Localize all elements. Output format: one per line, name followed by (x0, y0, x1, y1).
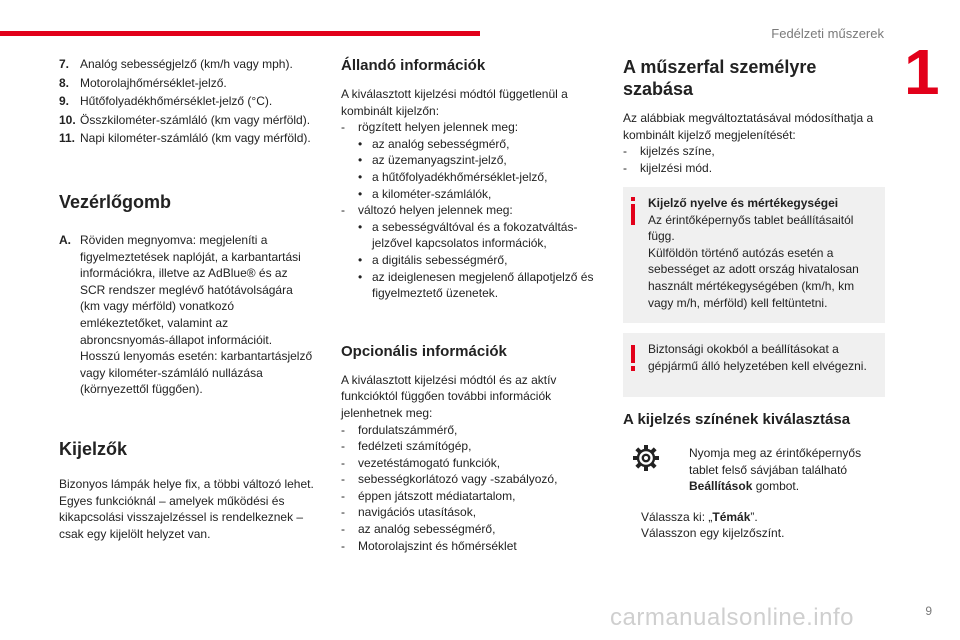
header-accent-bar (0, 31, 480, 36)
numbered-list (59, 56, 314, 147)
column-middle (341, 56, 596, 554)
info-title: Kijelző nyelve és mértékegységei (648, 196, 839, 210)
section-title: Fedélzeti műszerek (771, 26, 884, 41)
list-item: 7. Analóg sebességjelző (km/h vagy mph). (59, 57, 293, 71)
list-item: • az ideiglenesen megjelenő állapotjelző és figyelmeztető üzenetek. (358, 269, 594, 301)
list-item: 8. Motorolajhőmérséklet-jelző. (59, 75, 227, 90)
step-marker (673, 445, 689, 495)
list-item: - Motorolajszint és hőmérséklet (341, 538, 517, 553)
heading-szin: A kijelzés színének kiválasztása (623, 411, 851, 428)
warning-text: Biztonsági okokból a beállításokat a gépjármű álló helyzetében kell elvégezni. (648, 342, 867, 373)
list-item: - éppen játszott médiatartalom, (341, 488, 516, 503)
list-item: 10. Összkilométer-számláló (km vagy mérföld). (59, 112, 311, 127)
control-button-description: A. Röviden megnyomva: megjeleníti a figyelmeztetések naplóját, a karbantartási információkra, illetve az AdBlue® és az SCR rendszer meglévő hatótávolságára (km vagy mérföld) vonatkozó emlékeztetőket, valamint az abroncsnyomás-állapot információit. Hosszú lenyomás esetén: karbantartásjelző vagy kilométer-számláló nullázása (környezettől függően). (59, 232, 313, 397)
column-left (59, 56, 314, 542)
paragraph-muszerfal: Az alábbiak megváltoztatásával módosíthatja a kombinált kijelző megjelenítését: (623, 111, 874, 142)
list-item: • az üzemanyagszint-jelző, (358, 153, 507, 168)
warning-box (623, 333, 885, 397)
column-right (623, 56, 885, 176)
step-marker (623, 509, 641, 526)
list-item: • a sebességváltóval és a fokozatváltás-jelzővel kapcsolatos információk, (358, 219, 578, 251)
heading-opcionalis: Opcionális információk (341, 342, 507, 360)
heading-muszerfal: A műszerfal személyre szabása (623, 57, 817, 99)
step-item: Válassza ki: „Témák”. (623, 509, 885, 526)
list-item: - változó helyen jelennek meg: (341, 203, 513, 218)
paragraph-allando: A kiválasztott kijelzési módtól függetlenül a kombinált kijelzőn: (341, 87, 568, 118)
list-item: - navigációs utasítások, (341, 505, 477, 520)
list-item: - kijelzés színe, (623, 144, 715, 159)
list-item: - az analóg sebességmérő, (341, 522, 496, 537)
list-item: - kijelzési mód. (623, 160, 713, 175)
list-item: 11. Napi kilométer-számláló (km vagy mérföld). (59, 131, 311, 146)
color-section (623, 410, 885, 542)
list-item: - fordulatszámmérő, (341, 422, 458, 437)
chapter-number: 1 (904, 36, 940, 108)
warning-icon (629, 345, 637, 371)
page-number: 9 (925, 604, 932, 618)
step-marker (623, 525, 641, 542)
list-item: • a kilométer-számlálók, (358, 186, 492, 201)
list-item: - rögzített helyen jelennek meg: (341, 120, 519, 135)
heading-kijelzok: Kijelzők (59, 438, 128, 459)
list-item: 9. Hűtőfolyadékhőmérséklet-jelző (°C). (59, 94, 273, 109)
list-item: - fedélzeti számítógép, (341, 439, 472, 454)
step-item: Nyomja meg az érintőképernyős tablet felső sávjában található Beállítások gombot. (623, 445, 885, 495)
paragraph-opcionalis: A kiválasztott kijelzési módtól és az aktív funkcióktól függően további információk jelenhetnek meg: (341, 372, 557, 420)
info-icon (629, 197, 637, 225)
paragraph-kijelzok: Bizonyos lámpák helye fix, a többi változó lehet. Egyes funkcióknál – amelyek működési és kikapcsolási visszajelzéssel is rendelkeznek – csak egy kijelölt helyzet van. (59, 476, 314, 541)
settings-gear-icon (631, 443, 661, 473)
info-box (623, 187, 885, 323)
heading-allando: Állandó információk (341, 57, 486, 74)
info-text: Külföldön történő autózás esetén a sebességet az adott ország hivatalosan használt mértékegységében (km/h, km vagy m/h, mérföld) kell feltüntetni. (648, 245, 859, 310)
step-item: Válasszon egy kijelzőszínt. (623, 525, 885, 542)
info-text: Az érintőképernyős tablet beállításaitól függ. (648, 212, 854, 244)
list-item: - vezetéstámogató funkciók, (341, 455, 501, 470)
list-item: • a hűtőfolyadékhőmérséklet-jelző, (358, 169, 548, 184)
watermark: carmanualsonline.info (610, 604, 854, 631)
list-item: • az analóg sebességmérő, (358, 136, 510, 151)
list-item: - sebességkorlátozó vagy -szabályozó, (341, 472, 558, 487)
list-item: • a digitális sebességmérő, (358, 252, 508, 267)
heading-vezerlogomb: Vezérlőgomb (59, 191, 172, 212)
